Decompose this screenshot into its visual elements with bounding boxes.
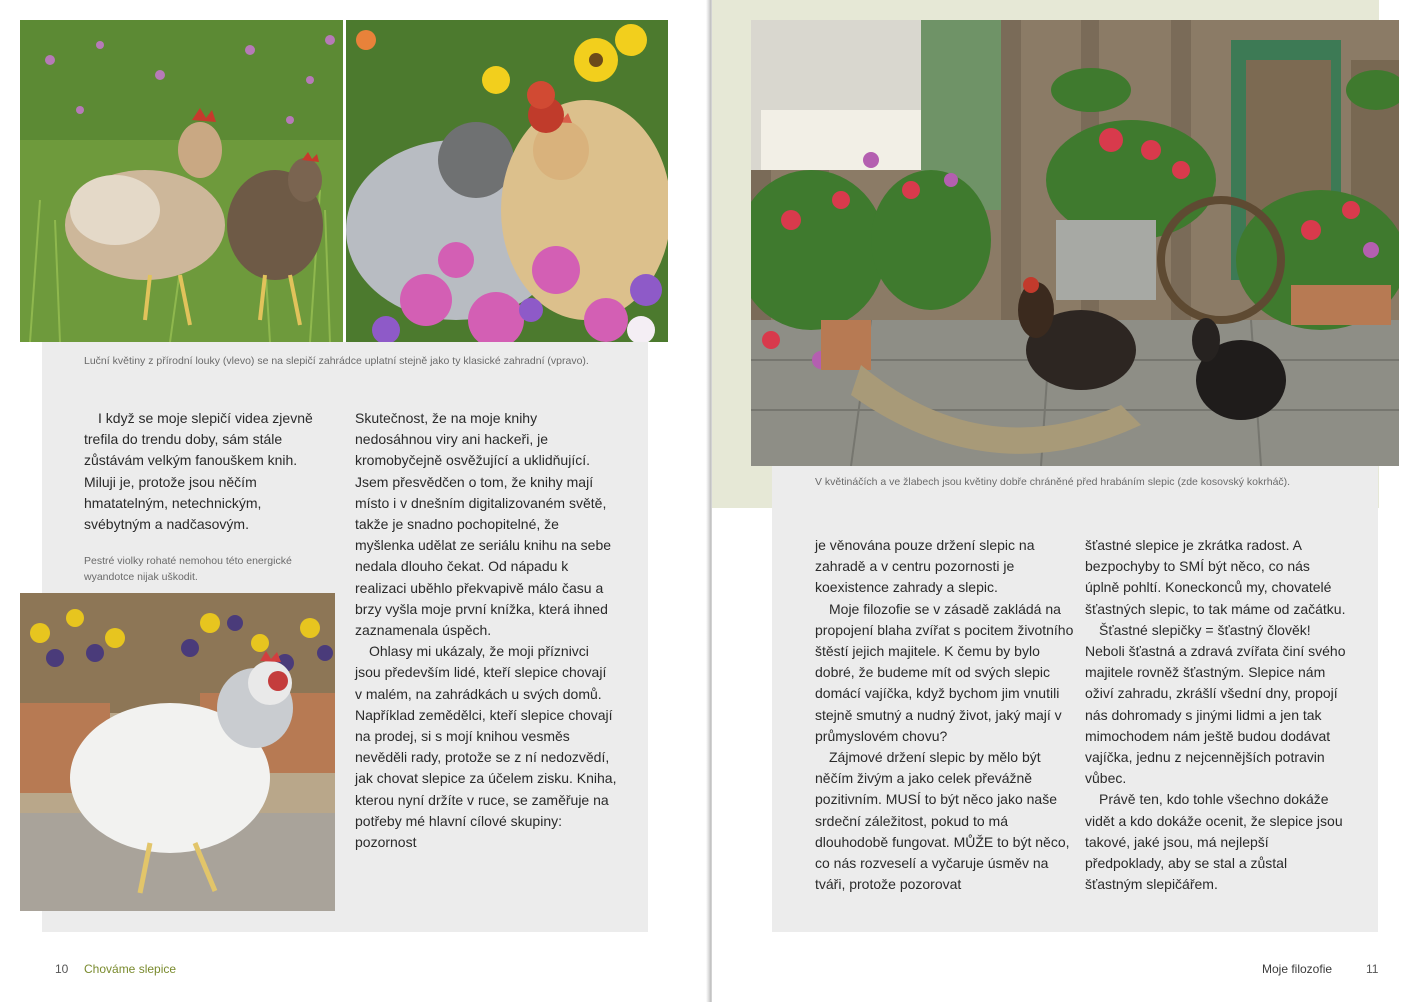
caption-right-photo: V květináčích a ve žlabech jsou květiny dobře chráněné před hrabáním slepic (zde kosovský kokrháč). (815, 476, 1291, 488)
left-column-1 (84, 408, 324, 535)
left-column-2 (355, 408, 617, 853)
photo-meadow-chickens (20, 20, 343, 342)
page-number-left: 10 (55, 962, 69, 976)
paragraph: Moje filozofie se v zásadě zakládá na propojení blaha zvířat s pocitem životního štěstí jejich majitele. K čemu by bylo dobré, že budeme mít od svých slepic domácí vajíčka, když bychom jim vnutili stejně smutný a nudný život, jaký mají v průmyslovém chovu? (815, 600, 1074, 744)
running-head-right: Moje filozofie (1262, 962, 1333, 976)
left-page (0, 0, 708, 1002)
right-column-1 (815, 535, 1077, 895)
caption-top-photos: Luční květiny z přírodní louky (vlevo) se na slepičí zahrádce uplatní stejně jako ty klasické zahradní (vpravo). (84, 355, 589, 367)
caption-violets-photo: Pestré violky rohaté nemohou této energické wyandotce nijak uškodit. (84, 555, 292, 583)
photo-kosovo-longcrower (751, 20, 1399, 466)
paragraph: Zájmové držení slepic by mělo být něčím živým a jako celek převážně pozitivním. MUSÍ to být něco jako naše srdeční záležitost, pokud to má dlouhodobě fungovat. MŮŽE to být něco, co nás rozveselí a vyčaruje úsměv na tváři, protože pozorovat (815, 749, 1070, 893)
page-number-right: 11 (1366, 962, 1379, 976)
running-head-left: Chováme slepice (84, 962, 177, 976)
paragraph: Právě ten, kdo tohle všechno dokáže vidět a kdo dokáže ocenit, že slepice jsou takové, jaké jsou, má nejlepší předpoklady, aby se stal a zůstal šťastným slepičářem. (1085, 791, 1343, 893)
paragraph: šťastné slepice je zkrátka radost. A bezpochyby to SMÍ být něco, co nás úplně pohltí. Koneckonců my, chovatelé šťastných slepic, to tak máme od začátku. (1085, 537, 1346, 617)
right-page (712, 0, 1420, 1002)
paragraph: Skutečnost, že na moje knihy nedosáhnou viry ani hackeři, je kromobyčejně osvěžující a uklidňující. Jsem přesvědčen o tom, že knihy mají místo i v dnešním digitalizovaném světě, takže je snadno pochopitelné, že myšlenka udělat ze seriálu knihu na sebe nedala dlouho čekat. Od nápadu k realizaci uběhlo překvapivě málo času a brzy vyšla moje první knížka, která ihned zaznamenala úspěch. (355, 410, 612, 639)
paragraph: I když se moje slepičí videa zjevně trefila do trendu doby, sám stále zůstávám velkým fanouškem knih. Miluji je, protože jsou něčím hmatatelným, netechnickým, svébytným a nadčasovým. (84, 410, 313, 533)
photo-garden-flower-chickens (346, 20, 668, 342)
right-column-2 (1085, 535, 1347, 895)
paragraph: Ohlasy mi ukázaly, že moji příznivci jsou především lidé, kteří slepice chovají v malém, na zahrádkách u svých domů. Například zemědělci, kteří slepice chovají na prodej, si s mojí knihou vesměs nevěděli rady, protože se z ní nedozvědí, jak chovat slepice za účelem zisku. Kniha, kterou nyní držíte v ruce, se zaměřuje na potřeby mé hlavní cílové skupiny: pozornost (355, 643, 617, 851)
paragraph: je věnována pouze držení slepic na zahradě a v centru pozornosti je koexistence zahrady a slepic. (815, 537, 1035, 596)
paragraph: Šťastné slepičky = šťastný člověk! Neboli šťastná a zdravá zvířata činí svého majitele rovněž šťastným. Slepice nám oživí zahradu, zkrášlí všední dny, propojí nás dohromady s jinými lidmi a jen tak mimochodem nám ještě budou dodávat vajíčka, jednu z nejcennějších potravin vůbec. (1085, 621, 1346, 787)
photo-white-wyandotte (20, 593, 335, 911)
